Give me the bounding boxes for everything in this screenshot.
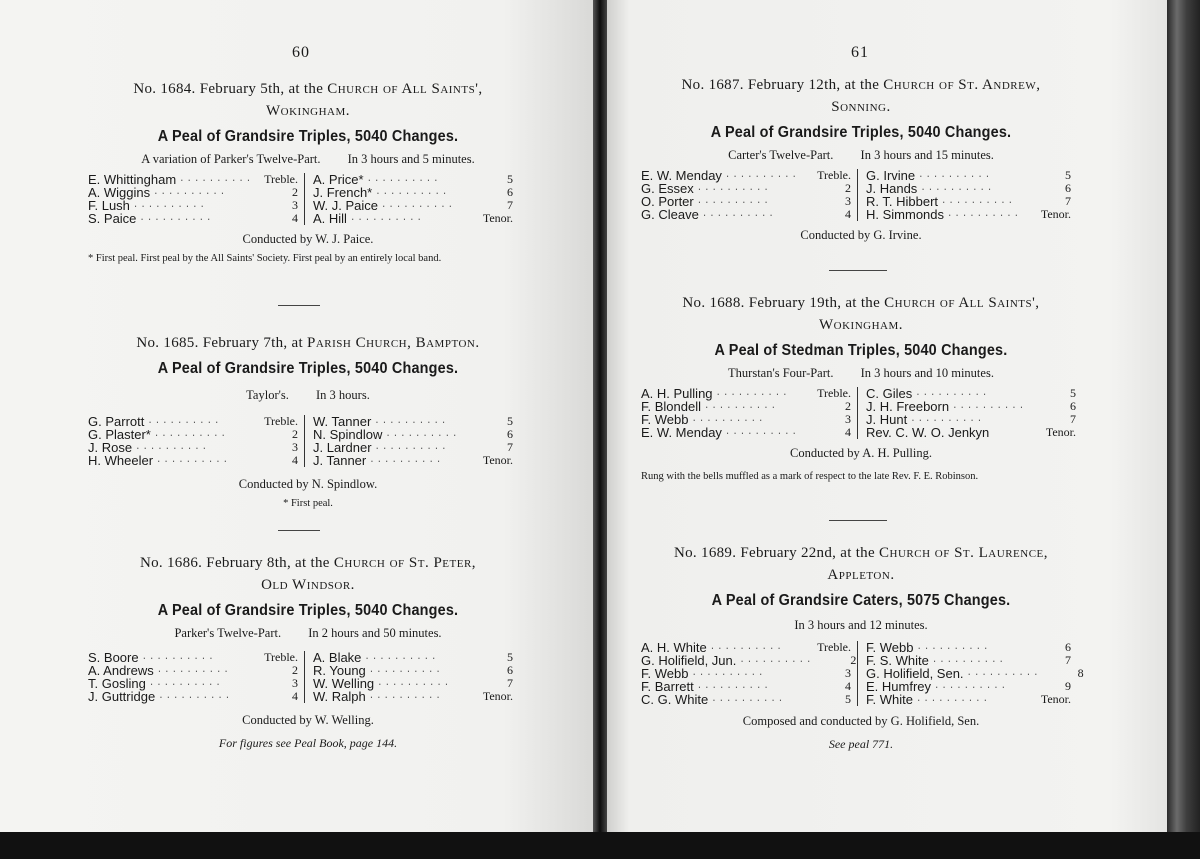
peal-conductor: Conducted by G. Irvine.	[800, 228, 922, 242]
peal-date: February 22nd, at the	[740, 545, 875, 561]
ringer-row: W. Welling .......... 7	[313, 676, 513, 691]
band-left-column	[641, 169, 858, 221]
peal-date: February 7th, at	[202, 335, 303, 351]
bell-number: Tenor.	[482, 453, 513, 467]
peal-church: Church of St. Laurence,	[879, 545, 1049, 561]
ringer-name: T. Gosling	[88, 676, 146, 691]
bell-number: 2	[292, 663, 298, 677]
bell-number: Tenor.	[482, 211, 513, 225]
band-right-column	[305, 415, 513, 467]
peal-place: Wokingham.	[818, 317, 903, 333]
bell-number: Treble.	[264, 172, 298, 186]
peal-title: A Peal of Grandsire Triples, 5040 Changes.	[157, 128, 459, 145]
bell-number: Treble.	[817, 386, 851, 400]
band-right-column	[858, 387, 1076, 439]
ringer-name: E. W. Menday	[641, 425, 722, 440]
peal-heading	[641, 292, 1081, 336]
ringer-name: S. Boore	[88, 650, 139, 665]
peal-conductor: Conducted by W. J. Paice.	[242, 232, 374, 246]
ringer-row: G. Parrott .......... Treble.	[88, 414, 298, 429]
ringer-name: N. Spindlow	[313, 427, 383, 442]
peal-number: No. 1684.	[133, 81, 196, 97]
bell-number: 5	[1065, 168, 1071, 182]
ringer-name: J. Tanner	[313, 453, 367, 468]
peal-duration: In 3 hours.	[316, 388, 370, 402]
bell-number: 7	[1065, 653, 1071, 667]
bell-number: 8	[1077, 666, 1084, 680]
bell-number: 7	[507, 676, 513, 690]
bell-number: 2	[292, 185, 298, 199]
bell-number: 5	[845, 692, 851, 706]
ringer-row: J. H. Freeborn .......... 6	[866, 399, 1076, 414]
ringer-name: C. G. White	[641, 692, 709, 707]
ringer-name: A. Wiggins	[88, 185, 151, 200]
bell-number: 4	[292, 689, 298, 703]
peal-composition: Thurstan's Four-Part.	[728, 366, 834, 380]
bell-number: 6	[507, 185, 513, 199]
ringer-name: R. Young	[313, 663, 366, 678]
ringer-name: Rev. C. W. O. Jenkyn	[866, 425, 990, 440]
bell-number: 3	[845, 666, 851, 680]
ringer-name: J. Rose	[88, 440, 133, 455]
ringer-row: F. Webb .......... 3	[641, 412, 851, 427]
bell-number: 6	[1065, 640, 1071, 654]
peal-record	[88, 552, 528, 749]
ringer-name: F. Blondell	[641, 399, 701, 414]
band-table	[641, 640, 1084, 707]
ringer-row: F. Blondell .......... 2	[641, 399, 851, 414]
ringer-row: A. Blake .......... 5	[313, 650, 513, 665]
ringer-name: J. Guttridge	[88, 689, 156, 704]
peal-date: February 5th, at the	[199, 81, 324, 97]
peal-meta	[641, 148, 1081, 163]
bell-number: 4	[845, 679, 851, 693]
ringer-name: A. Hill	[313, 211, 347, 226]
peal-duration: In 3 hours and 15 minutes.	[860, 148, 994, 162]
ringer-row: N. Spindlow .......... 6	[313, 427, 513, 442]
ringer-name: G. Holifield, Sen.	[866, 666, 964, 681]
bell-number: Treble.	[264, 414, 298, 428]
ringer-row: E. Humfrey .......... 9	[866, 679, 1071, 694]
ringer-name: G. Irvine	[866, 168, 916, 183]
peal-meta	[88, 152, 528, 167]
ringer-row: J. Hands .......... 6	[866, 181, 1071, 196]
ringer-row: C. Giles .......... 5	[866, 386, 1076, 401]
ringer-row	[866, 426, 1076, 439]
bell-number: Tenor.	[1040, 207, 1071, 221]
ringer-name: J. French*	[313, 185, 373, 200]
ringer-name: E. Whittingham	[88, 172, 177, 187]
peal-church: Church of St. Andrew,	[883, 77, 1041, 93]
peal-date: February 19th, at the	[748, 295, 881, 311]
band-table	[88, 651, 528, 703]
book-bottom-shadow	[0, 832, 1200, 859]
ringer-row: S. Boore .......... Treble.	[88, 650, 298, 665]
peal-duration: In 3 hours and 5 minutes.	[347, 152, 475, 166]
bell-number: Tenor.	[1040, 692, 1071, 706]
ringer-row: W. Tanner .......... 5	[313, 414, 513, 429]
peal-record	[641, 292, 1081, 483]
ringer-row: A. Wiggins .......... 2	[88, 185, 298, 200]
peal-conductor: Composed and conducted by G. Holifield, Sen.	[742, 714, 980, 728]
peal-heading	[88, 332, 528, 354]
right-page	[607, 0, 1167, 832]
peal-duration: In 2 hours and 50 minutes.	[308, 626, 442, 640]
band-table	[641, 387, 1081, 439]
ringer-row: G. Essex .......... 2	[641, 181, 851, 196]
band-left-column	[88, 651, 305, 703]
peal-church: Church of All Saints',	[884, 295, 1040, 311]
ringer-row: E. W. Menday .......... Treble.	[641, 168, 851, 183]
ringer-row: R. T. Hibbert .......... 7	[866, 194, 1071, 209]
bell-number: 6	[1070, 399, 1076, 413]
ringer-name: J. Hands	[866, 181, 918, 196]
ringer-name: W. Tanner	[313, 414, 372, 429]
band-right-column	[858, 169, 1071, 221]
bell-number: 7	[1065, 194, 1071, 208]
band-left-column	[88, 415, 305, 467]
peal-footnote: * First peal. First peal by the All Saints' Society. First peal by an entirely local band.	[88, 253, 442, 264]
peal-record	[88, 332, 528, 510]
ringer-name: C. Giles	[866, 386, 913, 401]
page-number: 60	[292, 44, 310, 61]
peal-footnote: * First peal.	[283, 498, 333, 509]
bell-number: 3	[292, 198, 298, 212]
bell-number: 3	[292, 440, 298, 454]
ringer-row: W. J. Paice .......... 7	[313, 198, 513, 213]
ringer-name: G. Cleave	[641, 207, 699, 222]
ringer-name: J. Hunt	[866, 412, 908, 427]
ringer-name: F. White	[866, 692, 913, 707]
bell-number: 2	[845, 181, 851, 195]
ringer-row: A. Andrews .......... 2	[88, 663, 298, 678]
ringer-name: W. Ralph	[313, 689, 366, 704]
peal-church: Church of St. Peter,	[333, 555, 477, 571]
band-table	[88, 173, 528, 225]
bell-number: 7	[507, 198, 513, 212]
peal-church: Parish Church, Bampton.	[307, 335, 480, 351]
peal-record	[641, 542, 1084, 751]
ringer-row: F. White .......... Tenor.	[866, 692, 1071, 707]
bell-number: Treble.	[817, 168, 851, 182]
ringer-name: W. J. Paice	[313, 198, 379, 213]
ringer-name: F. Lush	[88, 198, 130, 213]
section-divider	[829, 520, 887, 521]
ringer-name: A. Blake	[313, 650, 362, 665]
bell-number: 9	[1065, 679, 1071, 693]
ringer-name: O. Porter	[641, 194, 694, 209]
ringer-name: G. Holifield, Jun.	[641, 653, 737, 668]
left-page	[0, 0, 593, 832]
page-number: 61	[851, 44, 869, 61]
bell-number: 2	[850, 653, 857, 667]
ringer-name: A. Price*	[313, 172, 364, 187]
bell-number: 7	[507, 440, 513, 454]
peal-footnote: Rung with the bells muffled as a mark of respect to the late Rev. F. E. Robinson.	[641, 471, 979, 482]
peal-place: Appleton.	[827, 567, 895, 583]
section-divider	[278, 305, 320, 306]
peal-meta	[88, 388, 528, 403]
peal-composition: Carter's Twelve-Part.	[728, 148, 834, 162]
peal-title: A Peal of Grandsire Triples, 5040 Changes.	[710, 124, 1012, 141]
bell-number: Treble.	[264, 650, 298, 664]
ringer-name: E. W. Menday	[641, 168, 722, 183]
bell-number: 2	[845, 399, 851, 413]
ringer-row: C. G. White .......... 5	[641, 692, 851, 707]
book-page-edges	[1167, 0, 1200, 859]
ringer-row: R. Young .......... 6	[313, 663, 513, 678]
peal-conductor: Conducted by N. Spindlow.	[238, 477, 378, 491]
ringer-name: S. Paice	[88, 211, 137, 226]
bell-number: 4	[292, 453, 298, 467]
ringer-row: J. Hunt .......... 7	[866, 412, 1076, 427]
peal-composition: Taylor's.	[246, 388, 289, 402]
bell-number: 5	[1070, 386, 1076, 400]
bell-number: 3	[845, 194, 851, 208]
ringer-name: A. H. White	[641, 640, 707, 655]
ringer-row: G. Plaster* .......... 2	[88, 427, 298, 442]
bell-number: Tenor.	[482, 689, 513, 703]
band-right-column	[305, 173, 513, 225]
peal-footnote: For figures see Peal Book, page 144.	[218, 736, 398, 750]
ringer-row: E. W. Menday .......... 4	[641, 425, 851, 440]
ringer-name: F. Barrett	[641, 679, 694, 694]
ringer-row: J. Rose .......... 3	[88, 440, 298, 455]
peal-composition: Parker's Twelve-Part.	[174, 626, 282, 640]
bell-number: 2	[292, 427, 298, 441]
bell-number: Tenor.	[1045, 425, 1076, 439]
ringer-row: A. H. Pulling .......... Treble.	[641, 386, 851, 401]
peal-number: No. 1688.	[682, 295, 745, 311]
peal-heading	[88, 552, 528, 596]
ringer-name: W. Welling	[313, 676, 375, 691]
peal-footnote: See peal 771.	[828, 737, 894, 751]
ringer-name: G. Parrott	[88, 414, 145, 429]
ringer-row: F. Webb .......... 3	[641, 666, 851, 681]
peal-composition: A variation of Parker's Twelve-Part.	[141, 152, 321, 166]
bell-number: 5	[507, 414, 513, 428]
band-right-column	[305, 651, 513, 703]
bell-number: 5	[507, 650, 513, 664]
ringer-name: G. Plaster*	[88, 427, 151, 442]
book-gutter	[593, 0, 607, 859]
ringer-name: H. Simmonds	[866, 207, 945, 222]
peal-place: Wokingham.	[265, 103, 350, 119]
ringer-name: F. Webb	[641, 666, 689, 681]
ringer-name: F. S. White	[866, 653, 929, 668]
ringer-row: A. Price* .......... 5	[313, 172, 513, 187]
band-left-column	[641, 387, 858, 439]
ringer-name: R. T. Hibbert	[866, 194, 939, 209]
bell-number: 3	[845, 412, 851, 426]
peal-duration: In 3 hours and 12 minutes.	[794, 618, 928, 632]
band-left-column	[641, 641, 858, 706]
band-right-column	[858, 640, 1084, 707]
ringer-row: F. Barrett .......... 4	[641, 679, 851, 694]
peal-conductor: Conducted by W. Welling.	[242, 713, 374, 727]
ringer-row: J. Tanner .......... Tenor.	[313, 453, 513, 468]
section-divider	[278, 530, 320, 531]
bell-number: 4	[845, 425, 851, 439]
peal-conductor: Conducted by A. H. Pulling.	[789, 446, 933, 460]
ringer-row: G. Holifield, Sen. .......... 8	[866, 666, 1084, 681]
ringer-row: G. Holifield, Jun. .......... 2	[641, 653, 857, 668]
ringer-row: F. Webb .......... 6	[866, 640, 1071, 655]
ringer-row: F. Lush .......... 3	[88, 198, 298, 213]
peal-place: Old Windsor.	[261, 577, 355, 593]
peal-title: A Peal of Stedman Triples, 5040 Changes.	[714, 342, 1008, 359]
band-table	[641, 169, 1081, 221]
peal-title: A Peal of Grandsire Triples, 5040 Changes.	[157, 602, 459, 619]
peal-record	[641, 74, 1081, 243]
peal-church: Church of All Saints',	[327, 81, 483, 97]
ringer-name: H. Wheeler	[88, 453, 154, 468]
peal-number: No. 1686.	[139, 555, 203, 571]
ringer-name: F. Webb	[866, 640, 914, 655]
ringer-row: H. Wheeler .......... 4	[88, 453, 298, 468]
bell-number: 6	[1065, 181, 1071, 195]
peal-meta	[641, 618, 1081, 633]
peal-date: February 12th, at the	[747, 77, 880, 93]
peal-title: A Peal of Grandsire Triples, 5040 Changes.	[157, 360, 459, 377]
ringer-row: F. S. White .......... 7	[866, 653, 1071, 668]
ringer-row: T. Gosling .......... 3	[88, 676, 298, 691]
peal-meta	[88, 626, 528, 641]
band-table	[88, 415, 528, 467]
ringer-name: G. Essex	[641, 181, 694, 196]
peal-number: No. 1685.	[136, 335, 199, 351]
peal-number: No. 1689.	[673, 545, 737, 561]
ringer-name: J. Lardner	[313, 440, 372, 455]
bell-number: 4	[292, 211, 298, 225]
bell-number: 6	[507, 427, 513, 441]
ringer-row: O. Porter .......... 3	[641, 194, 851, 209]
ringer-name: J. H. Freeborn	[866, 399, 950, 414]
ringer-name: F. Webb	[641, 412, 689, 427]
ringer-row: G. Irvine .......... 5	[866, 168, 1071, 183]
peal-heading	[641, 74, 1081, 118]
ringer-row: J. Lardner .......... 7	[313, 440, 513, 455]
band-left-column	[88, 173, 305, 225]
ringer-name: A. H. Pulling	[641, 386, 713, 401]
peal-number: No. 1687.	[681, 77, 744, 93]
bell-number: 5	[507, 172, 513, 186]
ringer-row: G. Cleave .......... 4	[641, 207, 851, 222]
peal-record	[88, 78, 528, 265]
ringer-row: J. Guttridge .......... 4	[88, 689, 298, 704]
bell-number: Treble.	[817, 640, 851, 654]
ringer-row: H. Simmonds .......... Tenor.	[866, 207, 1071, 222]
ringer-row: S. Paice .......... 4	[88, 211, 298, 226]
ringer-name: A. Andrews	[88, 663, 154, 678]
ringer-row: E. Whittingham .......... Treble.	[88, 172, 298, 187]
section-divider	[829, 270, 887, 271]
peal-meta	[641, 366, 1081, 381]
ringer-row: W. Ralph .......... Tenor.	[313, 689, 513, 704]
peal-heading	[641, 542, 1081, 586]
ringer-row: A. H. White .......... Treble.	[641, 640, 851, 655]
bell-number: 6	[507, 663, 513, 677]
peal-duration: In 3 hours and 10 minutes.	[860, 366, 994, 380]
bell-number: 7	[1070, 412, 1076, 426]
ringer-row: J. French* .......... 6	[313, 185, 513, 200]
peal-heading	[88, 78, 528, 122]
peal-place: Sonning.	[831, 99, 891, 115]
bell-number: 3	[292, 676, 298, 690]
peal-date: February 8th, at the	[206, 555, 330, 571]
ringer-name: E. Humfrey	[866, 679, 932, 694]
bell-number: 4	[845, 207, 851, 221]
peal-title: A Peal of Grandsire Caters, 5075 Changes.	[711, 592, 1011, 609]
ringer-row: A. Hill .......... Tenor.	[313, 211, 513, 226]
